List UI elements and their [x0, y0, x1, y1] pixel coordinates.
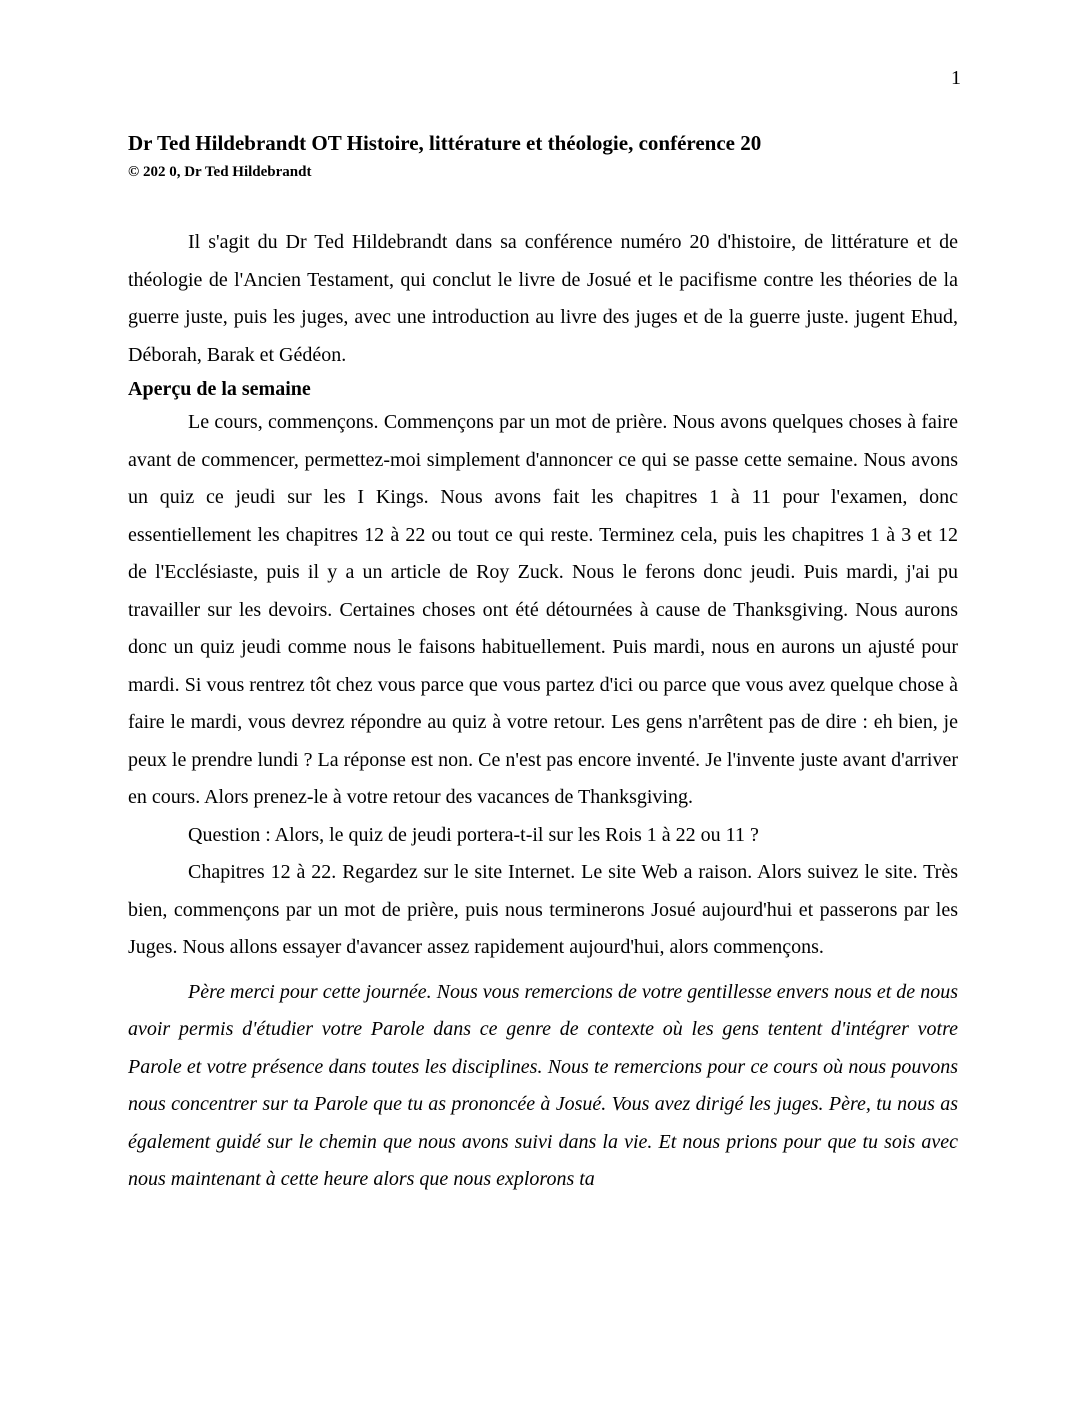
paragraph-announcements: Le cours, commençons. Commençons par un mot de prière. Nous avons quelques choses à faire avant de commencer, permettez-moi simplement d'annoncer ce qui se passe cette semaine. Nous avons un quiz ce jeudi sur les I Kings. Nous avons fait les chapitres 1 à 11 pour l'examen, donc essentiellement les chapitres 12 à 22 ou tout ce qui reste. Terminez cela, puis les chapitres 1 à 3 et 12 de l'Ecclésiaste, puis il y a un article de Roy Zuck. Nous le ferons donc jeudi. Puis mardi, j'ai pu travailler sur les devoirs. Certaines choses ont été détournées à cause de Thanksgiving. Nous aurons donc un quiz jeudi comme nous le faisons habituellement. Puis mardi, nous en aurons un ajusté pour mardi. Si vous rentrez tôt chez vous parce que vous partez d'ici ou parce que vous avez quelque chose à faire le mardi, vous devrez répondre au quiz à votre retour. Les gens n'arrêtent pas de dire : eh bien, je peux le prendre lundi ? La réponse est non. Ce n'est pas encore inventé. Je l'invente juste avant d'arriver en cours. Alors prenez-le à votre retour des vacances de Thanksgiving. [128, 411, 958, 808]
copyright-notice: © 202 0, Dr Ted Hildebrandt [128, 164, 312, 180]
page-number: 1 [951, 67, 961, 89]
paragraph-answer: Chapitres 12 à 22. Regardez sur le site Internet. Le site Web a raison. Alors suivez le site. Très bien, commençons par un mot de prière, puis nous terminerons Josué aujourd'hui et passerons par les Juges. Nous allons essayer d'avancer assez rapidement aujourd'hui, alors commençons. [128, 861, 958, 958]
document-body [128, 129, 958, 1199]
document-title: Dr Ted Hildebrandt OT Histoire, littérature et théologie, conférence 20 [128, 131, 762, 155]
prayer-paragraph: Père merci pour cette journée. Nous vous remercions de votre gentillesse envers nous et de nous avoir permis d'étudier votre Parole dans ce genre de contexte où les gens tentent d'intégrer votre Parole et votre présence dans toutes les disciplines. Nous te remercions pour ce cours où nous pouvons nous concentrer sur ta Parole que tu as prononcée à Josué. Vous avez dirigé les juges. Père, tu nous as également guidé sur le chemin que nous avons suivi dans la vie. Et nous prions pour que tu sois avec nous maintenant à cette heure alors que nous explorons ta [128, 980, 958, 1190]
paragraph-question: Question : Alors, le quiz de jeudi portera-t-il sur les Rois 1 à 22 ou 11 ? [188, 823, 759, 846]
abstract-paragraph: Il s'agit du Dr Ted Hildebrandt dans sa conférence numéro 20 d'histoire, de littérature et de théologie de l'Ancien Testament, qui conclut le livre de Josué et le pacifisme contre les théories de la guerre juste, puis les juges, avec une introduction au livre des juges et de la guerre juste. jugent Ehud, Déborah, Barak et Gédéon. [128, 231, 958, 366]
section-heading: Aperçu de la semaine [128, 378, 311, 400]
